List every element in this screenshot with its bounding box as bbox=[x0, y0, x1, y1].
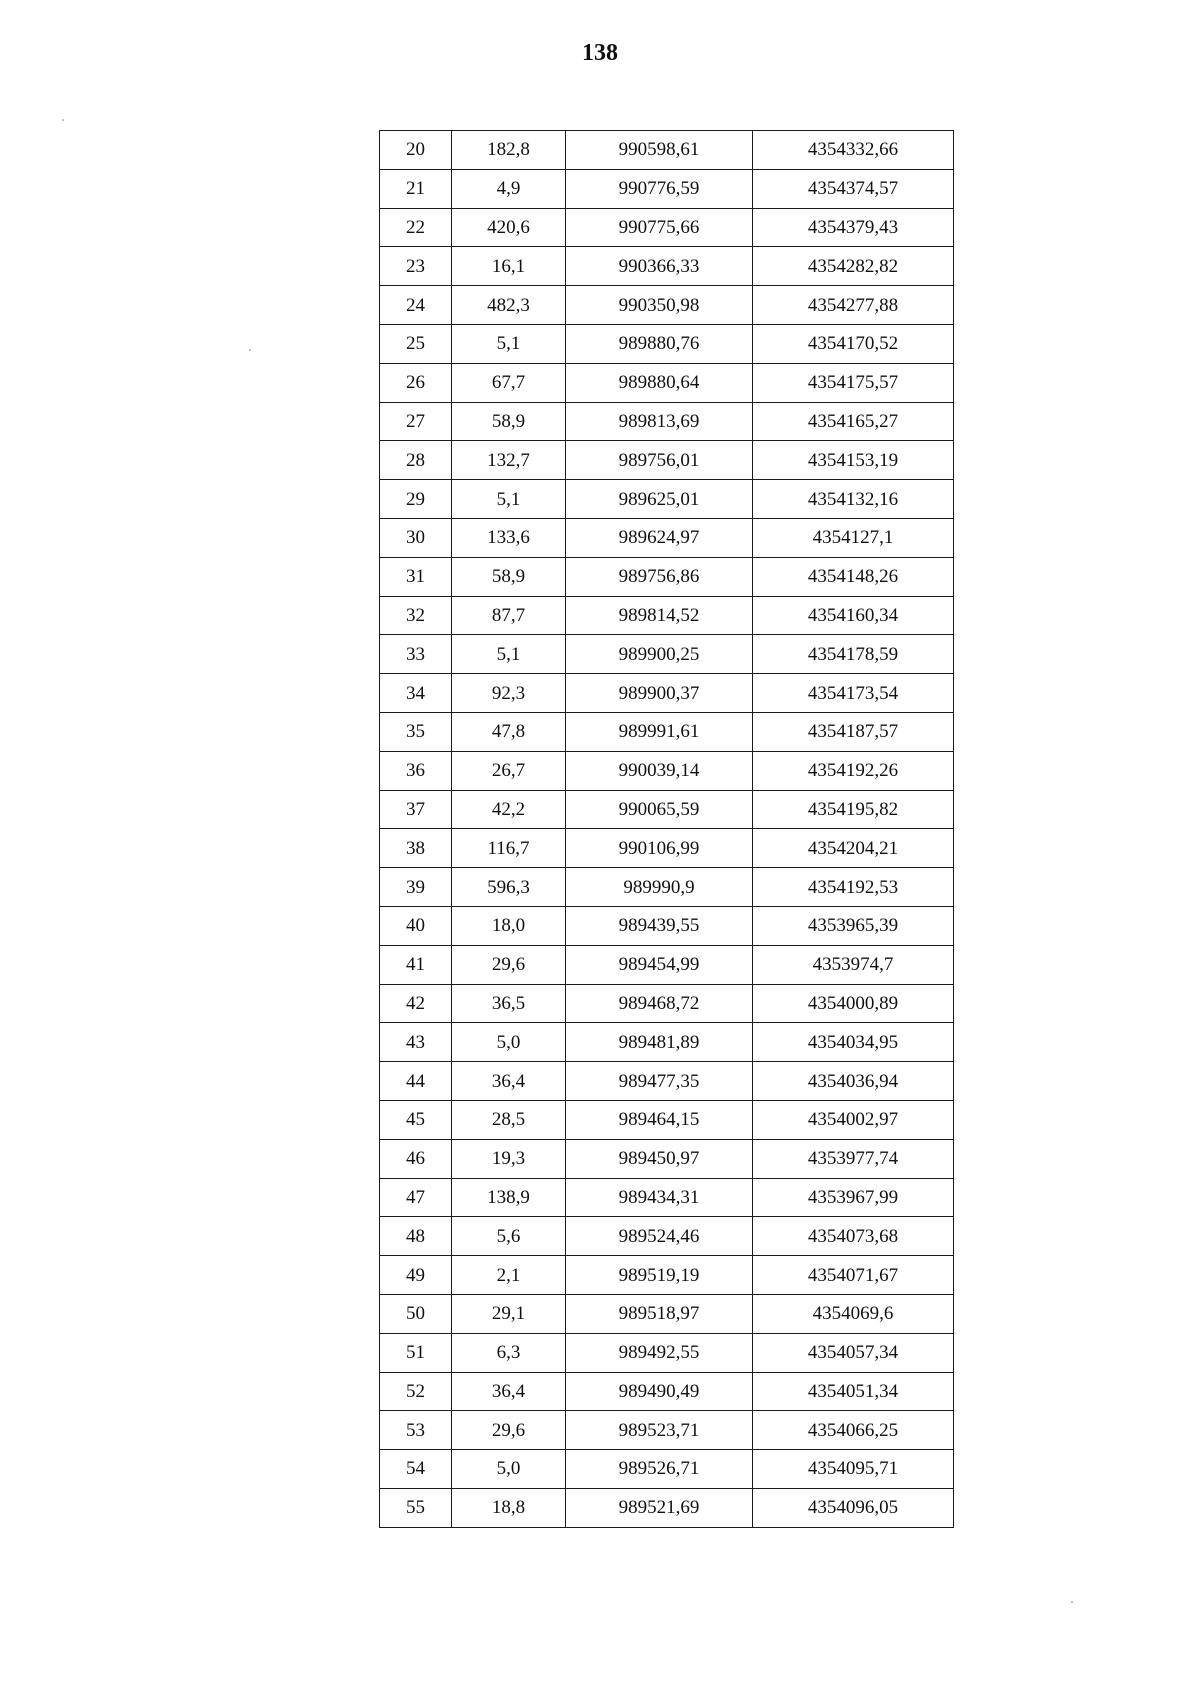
length-cell: 5,1 bbox=[452, 480, 566, 519]
x-coordinate-cell: 989490,49 bbox=[566, 1372, 753, 1411]
point-number-cell: 48 bbox=[380, 1217, 452, 1256]
x-coordinate-cell: 989625,01 bbox=[566, 480, 753, 519]
y-coordinate-cell: 4354071,67 bbox=[753, 1256, 954, 1295]
length-cell: 18,8 bbox=[452, 1488, 566, 1527]
x-coordinate-cell: 989524,46 bbox=[566, 1217, 753, 1256]
length-cell: 16,1 bbox=[452, 247, 566, 286]
x-coordinate-cell: 990106,99 bbox=[566, 829, 753, 868]
y-coordinate-cell: 4354175,57 bbox=[753, 363, 954, 402]
y-coordinate-cell: 4354178,59 bbox=[753, 635, 954, 674]
length-cell: 5,1 bbox=[452, 324, 566, 363]
x-coordinate-cell: 990350,98 bbox=[566, 286, 753, 325]
length-cell: 5,1 bbox=[452, 635, 566, 674]
point-number-cell: 22 bbox=[380, 208, 452, 247]
length-cell: 182,8 bbox=[452, 131, 566, 170]
point-number-cell: 37 bbox=[380, 790, 452, 829]
point-number-cell: 36 bbox=[380, 751, 452, 790]
length-cell: 58,9 bbox=[452, 557, 566, 596]
point-number-cell: 35 bbox=[380, 712, 452, 751]
x-coordinate-cell: 989521,69 bbox=[566, 1488, 753, 1527]
point-number-cell: 51 bbox=[380, 1333, 452, 1372]
x-coordinate-cell: 989756,01 bbox=[566, 441, 753, 480]
y-coordinate-cell: 4354096,05 bbox=[753, 1488, 954, 1527]
length-cell: 29,1 bbox=[452, 1294, 566, 1333]
point-number-cell: 52 bbox=[380, 1372, 452, 1411]
y-coordinate-cell: 4354148,26 bbox=[753, 557, 954, 596]
point-number-cell: 24 bbox=[380, 286, 452, 325]
x-coordinate-cell: 989813,69 bbox=[566, 402, 753, 441]
point-number-cell: 20 bbox=[380, 131, 452, 170]
x-coordinate-cell: 990598,61 bbox=[566, 131, 753, 170]
x-coordinate-cell: 989481,89 bbox=[566, 1023, 753, 1062]
x-coordinate-cell: 990065,59 bbox=[566, 790, 753, 829]
y-coordinate-cell: 4354000,89 bbox=[753, 984, 954, 1023]
y-coordinate-cell: 4353967,99 bbox=[753, 1178, 954, 1217]
y-coordinate-cell: 4354066,25 bbox=[753, 1411, 954, 1450]
point-number-cell: 44 bbox=[380, 1062, 452, 1101]
x-coordinate-cell: 989450,97 bbox=[566, 1139, 753, 1178]
y-coordinate-cell: 4354073,68 bbox=[753, 1217, 954, 1256]
length-cell: 116,7 bbox=[452, 829, 566, 868]
length-cell: 4,9 bbox=[452, 169, 566, 208]
point-number-cell: 40 bbox=[380, 906, 452, 945]
length-cell: 5,0 bbox=[452, 1023, 566, 1062]
length-cell: 26,7 bbox=[452, 751, 566, 790]
length-cell: 29,6 bbox=[452, 1411, 566, 1450]
x-coordinate-cell: 989519,19 bbox=[566, 1256, 753, 1295]
length-cell: 420,6 bbox=[452, 208, 566, 247]
length-cell: 87,7 bbox=[452, 596, 566, 635]
y-coordinate-cell: 4354204,21 bbox=[753, 829, 954, 868]
point-number-cell: 46 bbox=[380, 1139, 452, 1178]
point-number-cell: 32 bbox=[380, 596, 452, 635]
x-coordinate-cell: 989756,86 bbox=[566, 557, 753, 596]
y-coordinate-cell: 4354277,88 bbox=[753, 286, 954, 325]
x-coordinate-cell: 989900,37 bbox=[566, 674, 753, 713]
point-number-cell: 26 bbox=[380, 363, 452, 402]
point-number-cell: 45 bbox=[380, 1100, 452, 1139]
y-coordinate-cell: 4353974,7 bbox=[753, 945, 954, 984]
length-cell: 2,1 bbox=[452, 1256, 566, 1295]
page-number: 138 bbox=[582, 40, 618, 66]
y-coordinate-cell: 4354192,53 bbox=[753, 868, 954, 907]
y-coordinate-cell: 4354036,94 bbox=[753, 1062, 954, 1101]
length-cell: 36,5 bbox=[452, 984, 566, 1023]
point-number-cell: 33 bbox=[380, 635, 452, 674]
x-coordinate-cell: 989454,99 bbox=[566, 945, 753, 984]
point-number-cell: 30 bbox=[380, 518, 452, 557]
x-coordinate-cell: 989624,97 bbox=[566, 518, 753, 557]
x-coordinate-cell: 990366,33 bbox=[566, 247, 753, 286]
length-cell: 482,3 bbox=[452, 286, 566, 325]
x-coordinate-cell: 989523,71 bbox=[566, 1411, 753, 1450]
y-coordinate-cell: 4354002,97 bbox=[753, 1100, 954, 1139]
y-coordinate-cell: 4354095,71 bbox=[753, 1450, 954, 1489]
x-coordinate-cell: 989880,76 bbox=[566, 324, 753, 363]
point-number-cell: 39 bbox=[380, 868, 452, 907]
x-coordinate-cell: 989990,9 bbox=[566, 868, 753, 907]
length-cell: 133,6 bbox=[452, 518, 566, 557]
y-coordinate-cell: 4354127,1 bbox=[753, 518, 954, 557]
y-coordinate-cell: 4354153,19 bbox=[753, 441, 954, 480]
x-coordinate-cell: 989477,35 bbox=[566, 1062, 753, 1101]
x-coordinate-cell: 989526,71 bbox=[566, 1450, 753, 1489]
x-coordinate-cell: 989468,72 bbox=[566, 984, 753, 1023]
point-number-cell: 54 bbox=[380, 1450, 452, 1489]
length-cell: 19,3 bbox=[452, 1139, 566, 1178]
y-coordinate-cell: 4353965,39 bbox=[753, 906, 954, 945]
length-cell: 5,0 bbox=[452, 1450, 566, 1489]
point-number-cell: 28 bbox=[380, 441, 452, 480]
length-cell: 138,9 bbox=[452, 1178, 566, 1217]
length-cell: 36,4 bbox=[452, 1372, 566, 1411]
y-coordinate-cell: 4354195,82 bbox=[753, 790, 954, 829]
length-cell: 596,3 bbox=[452, 868, 566, 907]
y-coordinate-cell: 4354173,54 bbox=[753, 674, 954, 713]
point-number-cell: 53 bbox=[380, 1411, 452, 1450]
point-number-cell: 34 bbox=[380, 674, 452, 713]
point-number-cell: 49 bbox=[380, 1256, 452, 1295]
x-coordinate-cell: 989814,52 bbox=[566, 596, 753, 635]
point-number-cell: 38 bbox=[380, 829, 452, 868]
point-number-cell: 25 bbox=[380, 324, 452, 363]
point-number-cell: 29 bbox=[380, 480, 452, 519]
point-number-cell: 41 bbox=[380, 945, 452, 984]
y-coordinate-cell: 4354165,27 bbox=[753, 402, 954, 441]
point-number-cell: 31 bbox=[380, 557, 452, 596]
x-coordinate-cell: 989991,61 bbox=[566, 712, 753, 751]
x-coordinate-cell: 989439,55 bbox=[566, 906, 753, 945]
point-number-cell: 42 bbox=[380, 984, 452, 1023]
y-coordinate-cell: 4354069,6 bbox=[753, 1294, 954, 1333]
length-cell: 67,7 bbox=[452, 363, 566, 402]
y-coordinate-cell: 4354374,57 bbox=[753, 169, 954, 208]
point-number-cell: 21 bbox=[380, 169, 452, 208]
y-coordinate-cell: 4354170,52 bbox=[753, 324, 954, 363]
y-coordinate-cell: 4354132,16 bbox=[753, 480, 954, 519]
y-coordinate-cell: 4354192,26 bbox=[753, 751, 954, 790]
point-number-cell: 43 bbox=[380, 1023, 452, 1062]
x-coordinate-cell: 989464,15 bbox=[566, 1100, 753, 1139]
length-cell: 5,6 bbox=[452, 1217, 566, 1256]
point-number-cell: 23 bbox=[380, 247, 452, 286]
y-coordinate-cell: 4354379,43 bbox=[753, 208, 954, 247]
point-number-cell: 50 bbox=[380, 1294, 452, 1333]
x-coordinate-cell: 990776,59 bbox=[566, 169, 753, 208]
x-coordinate-cell: 989492,55 bbox=[566, 1333, 753, 1372]
y-coordinate-cell: 4354282,82 bbox=[753, 247, 954, 286]
x-coordinate-cell: 989434,31 bbox=[566, 1178, 753, 1217]
length-cell: 47,8 bbox=[452, 712, 566, 751]
y-coordinate-cell: 4354187,57 bbox=[753, 712, 954, 751]
x-coordinate-cell: 989900,25 bbox=[566, 635, 753, 674]
y-coordinate-cell: 4354057,34 bbox=[753, 1333, 954, 1372]
y-coordinate-cell: 4354332,66 bbox=[753, 131, 954, 170]
length-cell: 18,0 bbox=[452, 906, 566, 945]
length-cell: 92,3 bbox=[452, 674, 566, 713]
x-coordinate-cell: 990775,66 bbox=[566, 208, 753, 247]
length-cell: 28,5 bbox=[452, 1100, 566, 1139]
y-coordinate-cell: 4354051,34 bbox=[753, 1372, 954, 1411]
length-cell: 36,4 bbox=[452, 1062, 566, 1101]
length-cell: 6,3 bbox=[452, 1333, 566, 1372]
length-cell: 29,6 bbox=[452, 945, 566, 984]
y-coordinate-cell: 4353977,74 bbox=[753, 1139, 954, 1178]
x-coordinate-cell: 989880,64 bbox=[566, 363, 753, 402]
length-cell: 42,2 bbox=[452, 790, 566, 829]
length-cell: 132,7 bbox=[452, 441, 566, 480]
length-cell: 58,9 bbox=[452, 402, 566, 441]
y-coordinate-cell: 4354034,95 bbox=[753, 1023, 954, 1062]
x-coordinate-cell: 990039,14 bbox=[566, 751, 753, 790]
point-number-cell: 55 bbox=[380, 1488, 452, 1527]
y-coordinate-cell: 4354160,34 bbox=[753, 596, 954, 635]
point-number-cell: 47 bbox=[380, 1178, 452, 1217]
x-coordinate-cell: 989518,97 bbox=[566, 1294, 753, 1333]
point-number-cell: 27 bbox=[380, 402, 452, 441]
